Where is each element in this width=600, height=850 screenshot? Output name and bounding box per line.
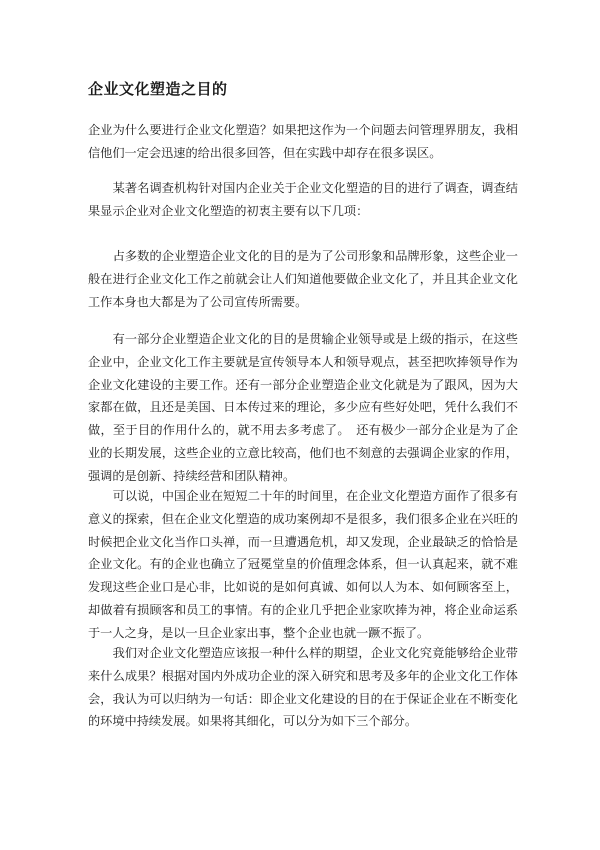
document-title: 企业文化塑造之目的 — [88, 80, 228, 98]
paragraph-image-purpose: 占多数的企业塑造企业文化的目的是为了公司形象和品牌形象，这些企业一般在进行企业文化工作之前就会让人们知道他要做企业文化了，并且其企业文化工作本身也大都是为了公司宣传所需要。 — [88, 249, 518, 309]
paragraph-survey: 某著名调查机构针对国内企业关于企业文化塑造的目的进行了调查，调查结果显示企业对企业文化塑造的初衷主要有以下几项： — [88, 181, 518, 218]
paragraph-leadership-purpose: 有一部分企业塑造企业文化的目的是贯输企业领导或是上级的指示，在这些企业中，企业文化工作主要就是宣传领导本人和领导观点，甚至把吹捧领导作为企业文化建设的主要工作。还有一部分企业塑造企业文化就是为了跟风，因为大家都在做，且还是美国、日本传过来的理论，多少应有些好处吧，凭什么我们不做，至于目的作用什么的，就不用去多考虑了。 还有极少一部分企业是为了企业的长期发展，这些企业的立意比较高，他们也不刻意的去强调企业家的作用，强调的是创新、持续经营和团队精神。 — [88, 332, 518, 483]
paragraph-intro: 企业为什么要进行企业文化塑造？如果把这作为一个问题去问管理界朋友，我相信他们一定会迅速的给出很多回答，但在实践中却存在很多误区。 — [88, 123, 518, 160]
paragraph-china-practice: 可以说，中国企业在短短二十年的时间里，在企业文化塑造方面作了很多有意义的探索，但在企业文化塑造的成功案例却不是很多，我们很多企业在兴旺的时候把企业文化当作口头禅，而一旦遭遇危机，却又发现，企业最缺乏的恰恰是企业文化。有的企业也确立了冠冕堂皇的价值理念体系，但一认真起来，就不难发现这些企业口是心非，比如说的是如何真诚、如何以人为本、如何顾客至上，却做着有损顾客和员工的事情。有的企业几乎把企业家吹捧为神，将企业命运系于一人之身，是以一旦企业家出事，整个企业也就一蹶不振了。 — [88, 489, 518, 640]
paragraph-expectation: 我们对企业文化塑造应该报一种什么样的期望，企业文化究竟能够给企业带来什么成果？根据对国内外成功企业的深入研究和思考及多年的企业文化工作体会，我认为可以归纳为一句话：即企业文化建设的目的在于保证企业在不断变化的环境中持续发展。如果将其细化，可以分为如下三个部分。 — [88, 646, 518, 729]
